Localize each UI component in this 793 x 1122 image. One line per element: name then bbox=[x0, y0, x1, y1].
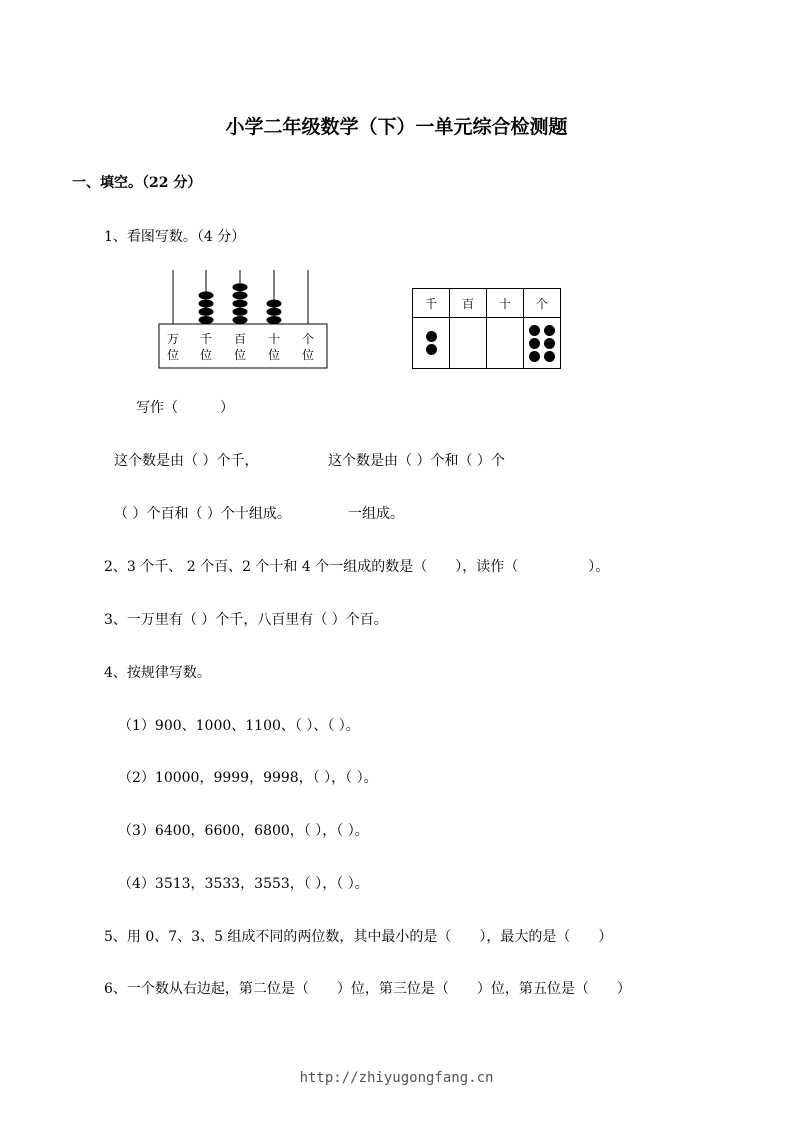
place-value-header: 百 bbox=[450, 289, 487, 318]
place-value-header: 个 bbox=[524, 289, 561, 318]
abacus-bead bbox=[233, 308, 248, 316]
question-4-heading: 4、按规律写数。 bbox=[104, 665, 211, 681]
place-value-header: 千 bbox=[413, 289, 450, 318]
abacus-rods bbox=[173, 270, 308, 324]
place-value-table bbox=[412, 288, 561, 369]
question-4-item-4: （4）3513，3533，3553，（ ），（ ）。 bbox=[118, 876, 369, 892]
question-3: 3、一万里有（ ）个千，八百里有（ ）个百。 bbox=[104, 612, 388, 628]
question-4-item-3: （3）6400，6600，6800，（ ），（ ）。 bbox=[118, 823, 369, 839]
abacus-bead bbox=[199, 316, 214, 324]
abacus-bead bbox=[233, 316, 248, 324]
counter-dot bbox=[544, 325, 555, 336]
abacus-bead bbox=[233, 300, 248, 308]
write-as-line: 写作（ ） bbox=[136, 400, 234, 416]
counter-dot bbox=[529, 325, 540, 336]
counter-dot bbox=[426, 344, 437, 355]
abacus-bead bbox=[267, 308, 282, 316]
abacus-bead bbox=[267, 316, 282, 324]
abacus-place-label: 个 位 bbox=[301, 332, 314, 362]
footer-url: http://zhiyugongfang.cn bbox=[299, 1070, 494, 1086]
place-value-cell bbox=[524, 318, 561, 369]
counter-dot bbox=[426, 331, 437, 342]
abacus-bead bbox=[199, 300, 214, 308]
abacus-place-label: 万 位 bbox=[166, 332, 179, 362]
section-heading: 一、填空。（22 分） bbox=[72, 175, 202, 191]
abacus-place-label: 十 位 bbox=[267, 332, 280, 362]
abacus-bead bbox=[233, 283, 248, 291]
question-1-heading: 1、看图写数。（4 分） bbox=[104, 229, 246, 245]
sentence-right-1: 这个数是由（ ）个和（ ）个 bbox=[328, 453, 505, 469]
place-value-cell bbox=[450, 318, 487, 369]
abacus-bead bbox=[199, 291, 214, 299]
question-4-item-1: （1）900、1000、1100、（ ）、（ ）。 bbox=[118, 718, 360, 734]
question-4-item-2: （2）10000，9999，9998，（ ），（ ）。 bbox=[118, 770, 378, 786]
question-6: 6、一个数从右边起，第二位是（ ）位，第三位是（ ）位，第五位是（ ） bbox=[104, 981, 631, 997]
place-value-cell bbox=[487, 318, 524, 369]
sentence-left-2: （ ）个百和（ ）个十组成。 bbox=[114, 506, 291, 522]
abacus-place-label: 百 位 bbox=[233, 332, 246, 362]
counter-dot bbox=[544, 351, 555, 362]
counter-dot bbox=[529, 351, 540, 362]
place-value-cell bbox=[413, 318, 450, 369]
sentence-left-1: 这个数是由（ ）个千， bbox=[114, 453, 259, 469]
question-5: 5、用 0、7、3、5 组成不同的两位数，其中最小的是（ ），最大的是（ ） bbox=[104, 929, 613, 945]
place-value-header: 十 bbox=[487, 289, 524, 318]
counter-dot bbox=[544, 338, 555, 349]
sentence-right-2: 一组成。 bbox=[348, 506, 404, 522]
abacus-bead bbox=[233, 291, 248, 299]
page-title: 小学二年级数学（下）一单元综合检测题 bbox=[225, 116, 568, 138]
abacus-bead bbox=[267, 300, 282, 308]
question-2: 2、3 个千、 2 个百、2 个十和 4 个一组成的数是（ ），读作（ ）。 bbox=[104, 559, 610, 575]
counter-dot bbox=[529, 338, 540, 349]
abacus-bead bbox=[199, 308, 214, 316]
abacus-place-label: 千 位 bbox=[199, 332, 212, 362]
